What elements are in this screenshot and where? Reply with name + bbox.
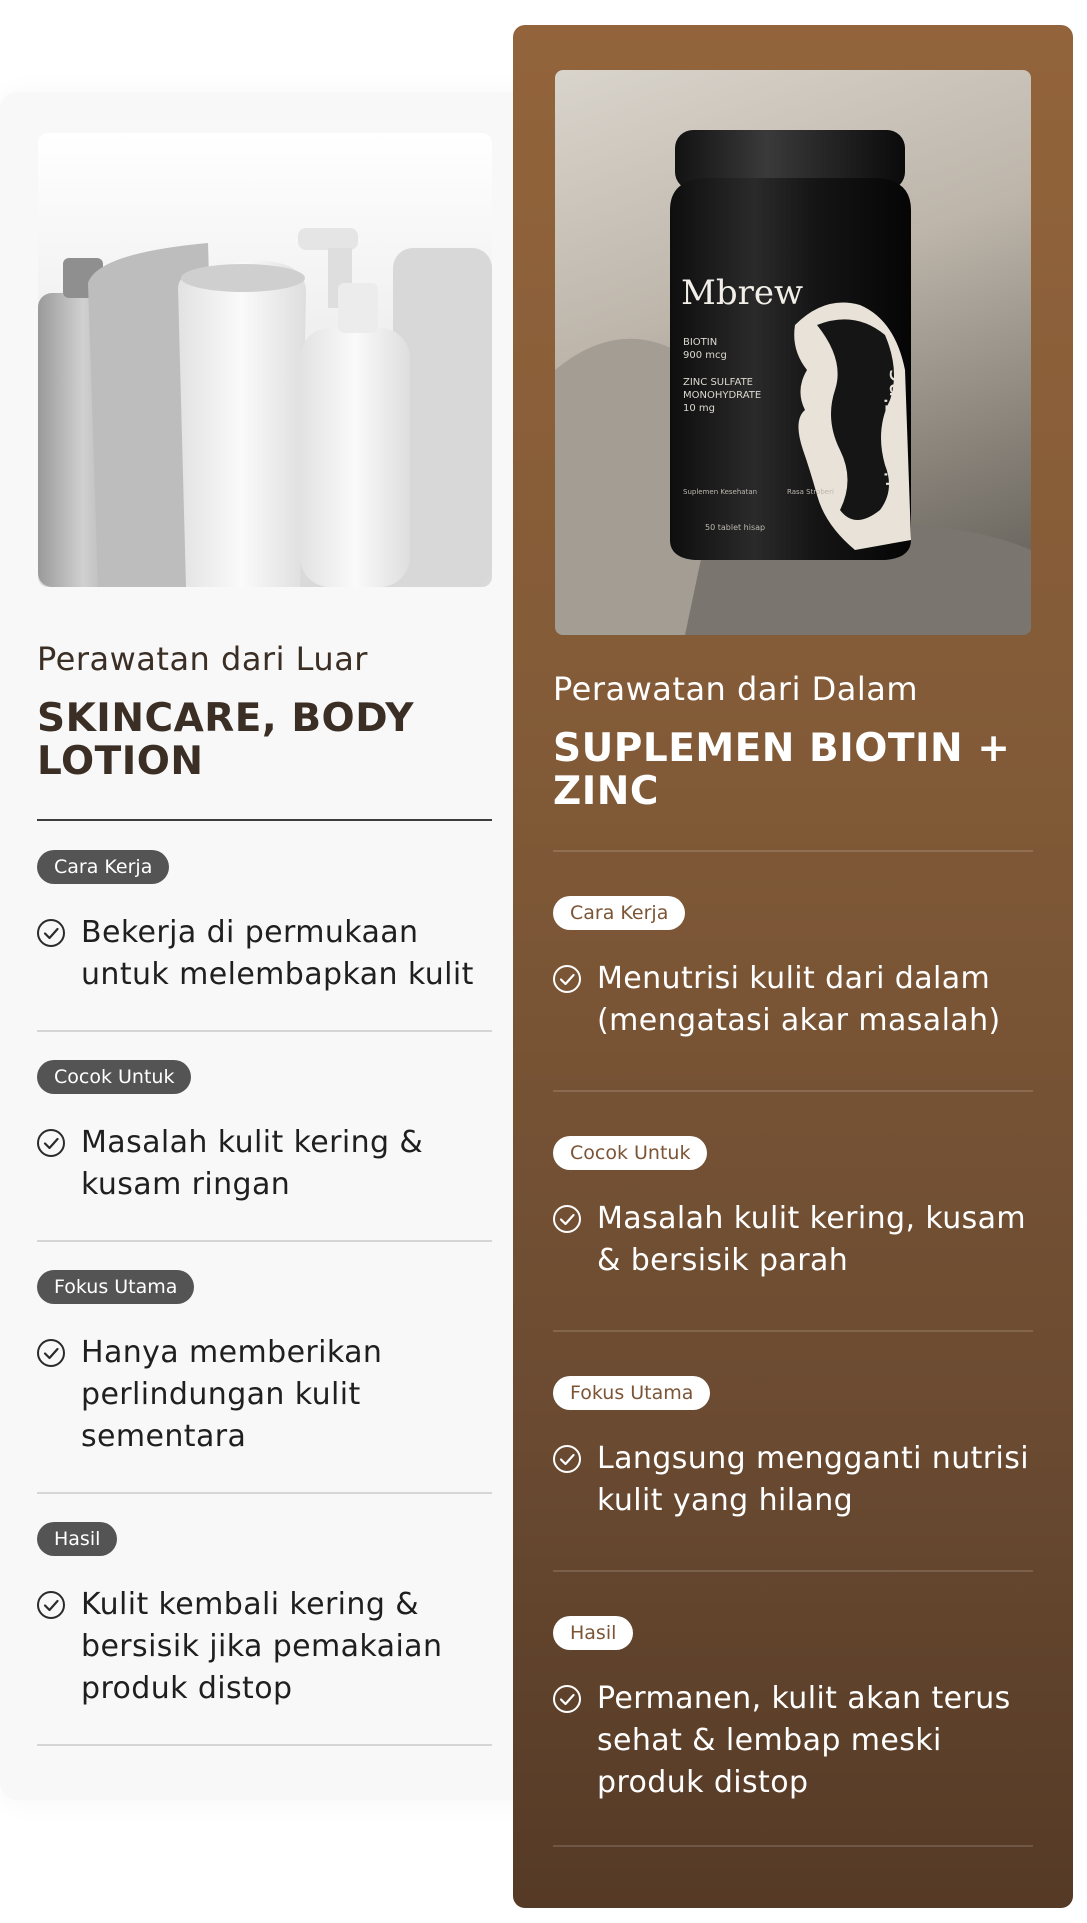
svg-text:Suplemen Kesehatan: Suplemen Kesehatan [683, 488, 758, 496]
list-item: Permanen, kulit akan terus sehat & lembap meski produk distop [597, 1681, 1011, 1800]
check-circle-icon [552, 1204, 582, 1234]
badge-fokus-utama: Fokus Utama [37, 1270, 194, 1304]
divider [37, 819, 492, 821]
svg-text:MONOHYDRATE: MONOHYDRATE [683, 390, 762, 401]
svg-text:BIOTIN: BIOTIN [683, 337, 718, 348]
badge-cocok-untuk: Cocok Untuk [553, 1136, 707, 1170]
list-item: Kulit kembali kering & bersisik jika pemakaian produk distop [81, 1587, 443, 1706]
divider [553, 1330, 1033, 1332]
inside-care-title: SUPLEMEN BIOTIN + ZINC [553, 726, 1011, 814]
outside-care-subtitle: Perawatan dari Luar [37, 640, 368, 678]
check-circle-icon [36, 1590, 66, 1620]
list-item: Masalah kulit kering, kusam & bersisik parah [597, 1201, 1027, 1278]
divider [37, 1492, 492, 1494]
divider [553, 1570, 1033, 1572]
badge-cara-kerja: Cara Kerja [553, 896, 685, 930]
badge-hasil: Hasil [37, 1522, 117, 1556]
list-item: Langsung mengganti nutrisi kulit yang hilang [597, 1441, 1030, 1518]
check-circle-icon [552, 1684, 582, 1714]
check-circle-icon [36, 918, 66, 948]
svg-text:ZINC SULFATE: ZINC SULFATE [683, 377, 754, 388]
list-item: Menutrisi kulit dari dalam (mengatasi akar masalah) [597, 961, 1001, 1038]
check-circle-icon [552, 1444, 582, 1474]
divider [37, 1030, 492, 1032]
supplement-product-image [555, 70, 1031, 635]
outside-care-title: SKINCARE, BODY LOTION [37, 696, 414, 784]
list-item: Hanya memberikan perlindungan kulit sementara [81, 1335, 383, 1454]
divider [553, 850, 1033, 852]
divider [37, 1744, 492, 1746]
list-item: Masalah kulit kering & kusam ringan [81, 1125, 424, 1202]
list-item: Bekerja di permukaan untuk melembapkan kulit [81, 915, 474, 992]
badge-cara-kerja: Cara Kerja [37, 850, 169, 884]
svg-text:900 mcg: 900 mcg [683, 350, 727, 361]
svg-text:Biotin + Zinc: Biotin + Zinc [881, 369, 909, 525]
inside-care-subtitle: Perawatan dari Dalam [553, 670, 919, 708]
svg-text:50 tablet hisap: 50 tablet hisap [705, 523, 766, 532]
svg-text:10 mg: 10 mg [683, 403, 715, 414]
divider [553, 1090, 1033, 1092]
divider [37, 1240, 492, 1242]
badge-cocok-untuk: Cocok Untuk [37, 1060, 191, 1094]
check-circle-icon [36, 1338, 66, 1368]
svg-text:Rasa Stroberi: Rasa Stroberi [787, 488, 834, 496]
skincare-bottles-image [38, 133, 492, 587]
badge-fokus-utama: Fokus Utama [553, 1376, 710, 1410]
check-circle-icon [552, 964, 582, 994]
check-circle-icon [36, 1128, 66, 1158]
badge-hasil: Hasil [553, 1616, 633, 1650]
brand-text: Mbrew [681, 273, 804, 313]
divider [553, 1845, 1033, 1847]
